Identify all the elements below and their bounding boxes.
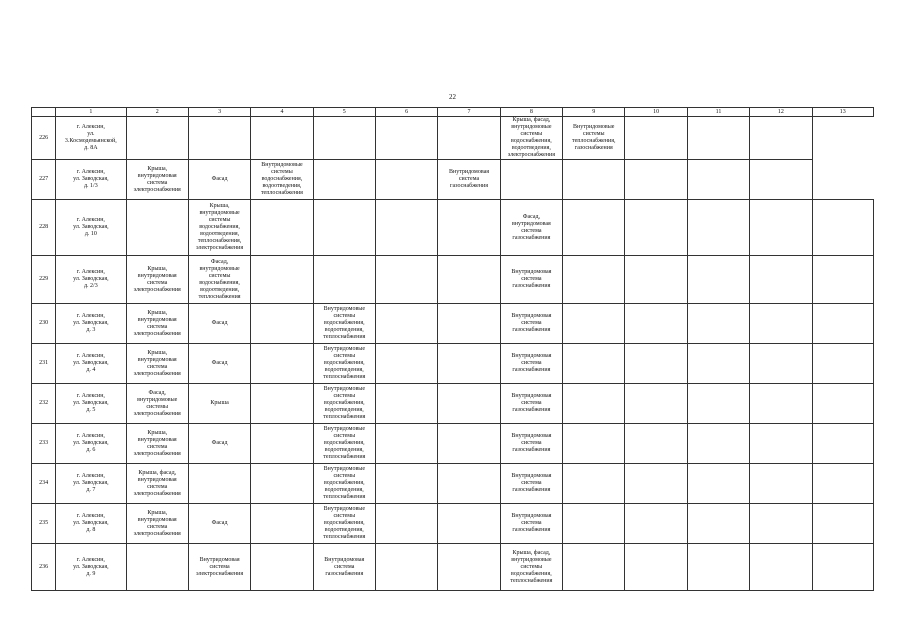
table-cell [750, 160, 812, 200]
table-cell: Внутридомовая система электроснабжения [188, 544, 250, 591]
table-cell: Внутридомовые системы водоснабжения, водоотведения, теплоснабжения [313, 344, 375, 384]
table-row [32, 117, 874, 160]
table-cell [375, 544, 437, 591]
header-cell: 13 [812, 108, 874, 117]
table-cell: Крыша, внутридомовая система электроснабжения [126, 256, 188, 304]
table-cell: Фасад [188, 504, 250, 544]
table-cell [687, 344, 749, 384]
table-cell [375, 504, 437, 544]
table-cell: Внутридомовая система газоснабжения [500, 504, 562, 544]
table-row [32, 384, 874, 424]
table-row [32, 200, 874, 256]
table-cell: Крыша, внутридомовая система электроснабжения [126, 424, 188, 464]
table-cell [687, 384, 749, 424]
table-cell [375, 117, 437, 160]
header-cell: 11 [687, 108, 749, 117]
table-cell [188, 464, 250, 504]
table-cell [438, 384, 500, 424]
table-cell: Внутридомовая система газоснабжения [500, 464, 562, 504]
table-cell: Внутридомовые системы водоснабжения, водоотведения, теплоснабжения [313, 304, 375, 344]
table-cell [251, 504, 313, 544]
table-cell [687, 544, 749, 591]
header-cell: 3 [188, 108, 250, 117]
table-cell [375, 344, 437, 384]
table-row [32, 544, 874, 591]
table-cell [750, 344, 812, 384]
table-cell [251, 464, 313, 504]
table-header-row [32, 108, 874, 117]
table-cell [126, 544, 188, 591]
address-cell: г. Алексин, ул. Заводская, д. 3 [56, 304, 126, 344]
table-cell: Внутридомовые системы водоснабжения, водоотведения, теплоснабжения [313, 384, 375, 424]
table-cell [438, 117, 500, 160]
table-cell [126, 200, 188, 256]
table-cell [750, 256, 812, 304]
table-cell: Крыша, внутридомовая система электроснабжения [126, 504, 188, 544]
table-cell [438, 464, 500, 504]
table-cell: Крыша, внутридомовая система электроснабжения [126, 160, 188, 200]
table-cell [750, 304, 812, 344]
header-cell: 6 [375, 108, 437, 117]
table-cell: Крыша, внутридомовая система электроснабжения [126, 304, 188, 344]
table-cell [687, 424, 749, 464]
header-cell: 9 [563, 108, 625, 117]
table-cell [687, 160, 749, 200]
table-cell [625, 117, 687, 160]
table-row [32, 464, 874, 504]
table-cell: Фасад, внутридомовые системы электроснабжения [126, 384, 188, 424]
table-cell [812, 504, 874, 544]
table-cell [687, 464, 749, 504]
table-cell [438, 200, 500, 256]
table-cell [625, 424, 687, 464]
address-cell: г. Алексин, ул. Заводская, д. 8 [56, 504, 126, 544]
table-cell [625, 200, 687, 256]
header-cell: 1 [56, 108, 126, 117]
table-cell [812, 384, 874, 424]
row-number-cell: 226 [32, 117, 56, 160]
table-cell [563, 504, 625, 544]
repair-schedule-table [31, 107, 874, 591]
table-cell: Крыша, внутридомовая система электроснабжения [126, 344, 188, 384]
table-cell [251, 117, 313, 160]
table-cell [251, 424, 313, 464]
table-cell [438, 256, 500, 304]
table-row [32, 424, 874, 464]
table-cell: Внутридомовая система газоснабжения [500, 424, 562, 464]
header-cell-blank [32, 108, 56, 117]
row-number-cell: 229 [32, 256, 56, 304]
table-cell [625, 344, 687, 384]
table-cell [687, 304, 749, 344]
table-cell [563, 464, 625, 504]
table-cell [812, 304, 874, 344]
table-cell [313, 160, 375, 200]
table-cell [313, 256, 375, 304]
table-cell [313, 117, 375, 160]
table-cell [687, 504, 749, 544]
row-number-cell: 235 [32, 504, 56, 544]
table-cell [313, 200, 375, 256]
row-number-cell: 227 [32, 160, 56, 200]
table-cell [375, 384, 437, 424]
header-cell: 7 [438, 108, 500, 117]
table-cell [687, 117, 749, 160]
table-cell: Внутридомовые системы водоснабжения, водоотведения, теплоснабжения [313, 464, 375, 504]
table-cell: Фасад, внутридомовые системы водоснабжения, водоотведения, теплоснабжения [188, 256, 250, 304]
row-number-cell: 231 [32, 344, 56, 384]
address-cell: г. Алексин, ул. Заводская, д. 10 [56, 200, 126, 256]
header-cell: 2 [126, 108, 188, 117]
table-cell [625, 256, 687, 304]
table-cell [375, 160, 437, 200]
table-cell [625, 304, 687, 344]
table-row [32, 344, 874, 384]
table-cell [375, 256, 437, 304]
table-cell [251, 304, 313, 344]
table-cell [750, 384, 812, 424]
header-cell: 12 [750, 108, 812, 117]
table-cell [563, 160, 625, 200]
table-cell: Внутридомовые системы водоснабжения, водоотведения, теплоснабжения [251, 160, 313, 200]
table-cell [812, 256, 874, 304]
row-number-cell: 228 [32, 200, 56, 256]
address-cell: г. Алексин, ул. Заводская, д. 5 [56, 384, 126, 424]
table-cell: Крыша, фасад, внутридомовые системы водоснабжения, теплоснабжения [500, 544, 562, 591]
table-cell [812, 344, 874, 384]
table-cell: Крыша, фасад, внутридомовые системы водоснабжения, водоотведения, электроснабжения [500, 117, 562, 160]
table-cell [750, 544, 812, 591]
table-cell [251, 544, 313, 591]
table-cell [687, 256, 749, 304]
table-cell: Фасад [188, 424, 250, 464]
table-cell [188, 117, 250, 160]
table-cell: Крыша [188, 384, 250, 424]
row-number-cell: 233 [32, 424, 56, 464]
table-row [32, 160, 874, 200]
row-number-cell: 232 [32, 384, 56, 424]
table-row [32, 256, 874, 304]
address-cell: г. Алексин, ул. Заводская, д. 7 [56, 464, 126, 504]
header-cell: 5 [313, 108, 375, 117]
table-row [32, 304, 874, 344]
table-cell: Крыша, внутридомовые системы водоснабжения, водоотведения, теплоснабжения, электроснабжения [188, 200, 250, 256]
table-cell: Внутридомовые системы теплоснабжения, газоснабжения [563, 117, 625, 160]
table-cell [375, 464, 437, 504]
table-cell: Крыша, фасад, внутридомовая система электроснабжения [126, 464, 188, 504]
table-row [32, 504, 874, 544]
table-cell [750, 117, 812, 160]
table-cell [750, 424, 812, 464]
table-cell [750, 464, 812, 504]
table-cell [438, 504, 500, 544]
row-number-cell: 230 [32, 304, 56, 344]
row-number-cell: 236 [32, 544, 56, 591]
table-cell [251, 200, 313, 256]
table-cell [251, 384, 313, 424]
address-cell: г. Алексин, ул. Заводская, д. 2/3 [56, 256, 126, 304]
address-cell: г. Алексин, ул. Заводская, д. 1/3 [56, 160, 126, 200]
table-cell [500, 160, 562, 200]
table-cell [251, 344, 313, 384]
header-cell: 10 [625, 108, 687, 117]
header-cell: 4 [251, 108, 313, 117]
table-cell [750, 200, 812, 256]
table-cell [438, 344, 500, 384]
table-cell: Внутридомовая система газоснабжения [500, 344, 562, 384]
table-cell [563, 256, 625, 304]
table-cell [375, 200, 437, 256]
table-cell [812, 424, 874, 464]
table-cell [812, 544, 874, 591]
table-cell [438, 544, 500, 591]
address-cell: г. Алексин, ул. Заводская, д. 6 [56, 424, 126, 464]
table-cell: Внутридомовая система газоснабжения [500, 304, 562, 344]
table-cell: Фасад [188, 304, 250, 344]
table-cell [625, 160, 687, 200]
table-cell: Внутридомовые системы водоснабжения, водоотведения, теплоснабжения [313, 504, 375, 544]
table-cell [687, 200, 749, 256]
row-number-cell: 234 [32, 464, 56, 504]
table-cell: Внутридомовая система газоснабжения [500, 384, 562, 424]
table-cell: Внутридомовая система газоснабжения [500, 256, 562, 304]
table-cell [126, 117, 188, 160]
table-cell [375, 424, 437, 464]
table-cell: Внутридомовая система газоснабжения [313, 544, 375, 591]
address-cell: г. Алексин, ул. Заводская, д. 9 [56, 544, 126, 591]
table-cell [563, 544, 625, 591]
table-cell [438, 304, 500, 344]
table-cell [625, 544, 687, 591]
table-cell: Фасад, внутридомовая система газоснабжения [500, 200, 562, 256]
page-number: 22 [449, 93, 456, 101]
header-cell: 8 [500, 108, 562, 117]
table-cell [563, 304, 625, 344]
table-cell [563, 344, 625, 384]
table-cell: Внутридомовые системы водоснабжения, водоотведения, теплоснабжения [313, 424, 375, 464]
table-cell [750, 504, 812, 544]
table-cell [375, 304, 437, 344]
table-cell [625, 504, 687, 544]
table-cell [438, 424, 500, 464]
table-cell [812, 200, 874, 256]
table-cell [625, 384, 687, 424]
table-cell [251, 256, 313, 304]
address-cell: г. Алексин, ул. 3.Космодемьянской, д. 8А [56, 117, 126, 160]
table-cell [563, 200, 625, 256]
table-cell: Внутридомовая система газоснабжения [438, 160, 500, 200]
table-cell: Фасад [188, 344, 250, 384]
table-cell [563, 424, 625, 464]
table-cell [625, 464, 687, 504]
table-cell [563, 384, 625, 424]
table-cell: Фасад [188, 160, 250, 200]
table-cell [812, 464, 874, 504]
address-cell: г. Алексин, ул. Заводская, д. 4 [56, 344, 126, 384]
